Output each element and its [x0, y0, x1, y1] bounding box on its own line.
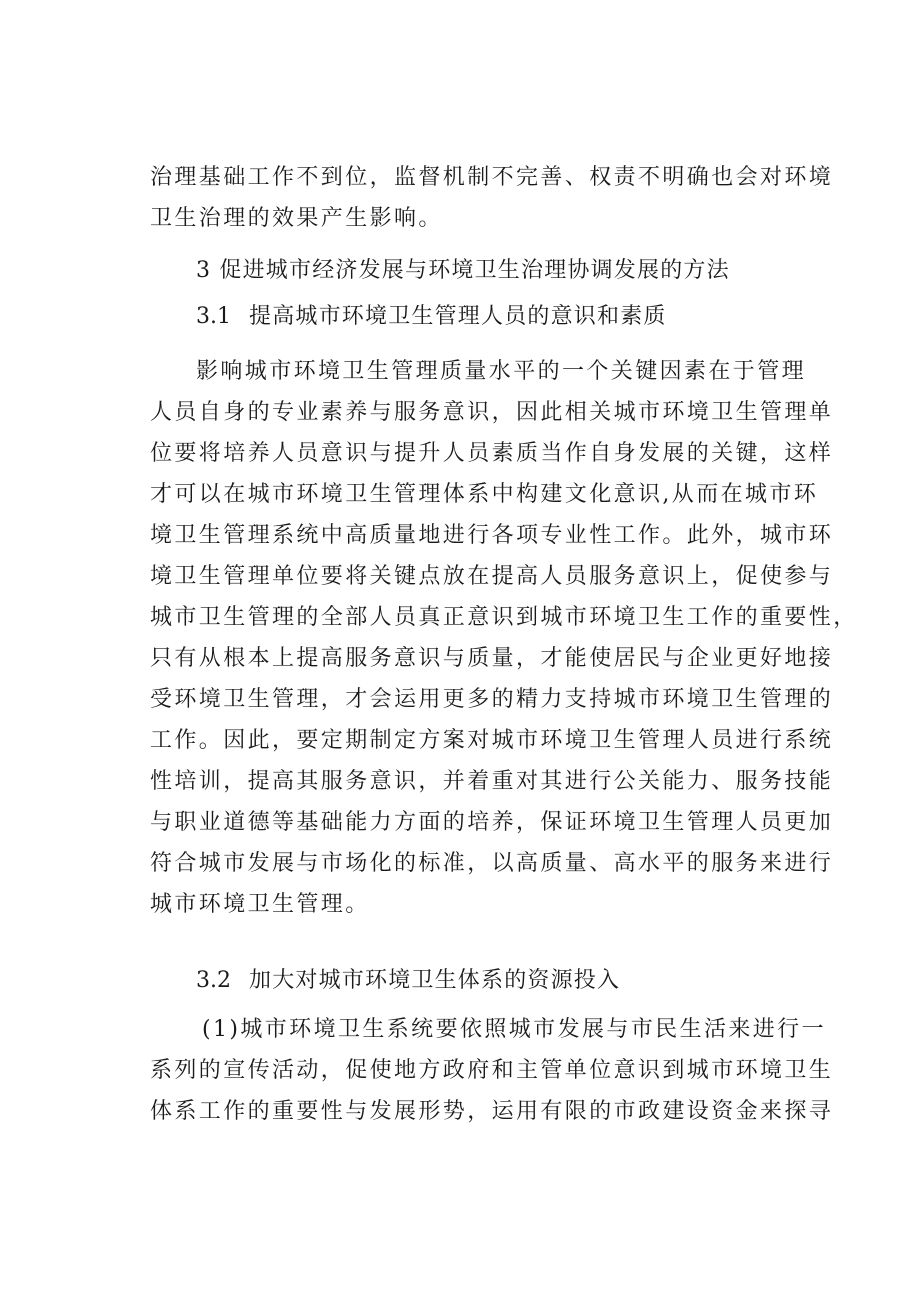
body-line: 治理基础工作不到位，监督机制不完善、权责不明确也会对环境: [150, 165, 834, 190]
subsection-number: 3.1: [196, 304, 231, 329]
body-line: 境卫生管理系统中高质量地进行各项专业性工作。此外，城市环: [150, 523, 834, 548]
body-line: 只有从根本上提高服务意识与质量，才能使居民与企业更好地接: [150, 646, 834, 671]
subsection-heading-3-2: [196, 966, 836, 996]
subsection-number: 3.2: [196, 968, 231, 993]
body-line: 影响城市环境卫生管理质量水平的一个关键因素在于管理: [196, 359, 807, 384]
body-line: 系列的宣传活动，促使地方政府和主管单位意识到城市环境卫生: [150, 1058, 834, 1083]
body-line: (1)城市环境卫生系统要依照城市发展与市民生活来进行一: [202, 1017, 826, 1042]
body-line: 人员自身的专业素养与服务意识，因此相关城市环境卫生管理单: [150, 400, 834, 425]
body-line: 受环境卫生管理，才会运用更多的精力支持城市环境卫生管理的: [150, 687, 834, 712]
subsection-title: 加大对城市环境卫生体系的资源投入: [249, 968, 621, 993]
body-line: 城市环境卫生管理。: [150, 892, 370, 917]
body-line: 体系工作的重要性与发展形势，运用有限的市政建设资金来探寻: [150, 1099, 834, 1124]
body-line: 城市卫生管理的全部人员真正意识到城市环境卫生工作的重要性，: [150, 605, 858, 630]
subsection-heading-3-1: [196, 302, 836, 332]
body-line: 位要将培养人员意识与提升人员素质当作自身发展的关键，这样: [150, 441, 834, 466]
section-heading-3: 3 促进城市经济发展与环境卫生治理协调发展的方法: [196, 258, 730, 283]
body-line: 性培训，提高其服务意识，并着重对其进行公关能力、服务技能: [150, 769, 834, 794]
body-line: 卫生治理的效果产生影响。: [150, 206, 443, 231]
body-line: 境卫生管理单位要将关键点放在提高人员服务意识上，促使参与: [150, 564, 834, 589]
body-line: 与职业道德等基础能力方面的培养，保证环境卫生管理人员更加: [150, 810, 834, 835]
body-line: 工作。因此，要定期制定方案对城市环境卫生管理人员进行系统: [150, 728, 834, 753]
body-line: 才可以在城市环境卫生管理体系中构建文化意识,从而在城市环: [150, 482, 819, 507]
body-line: 符合城市发展与市场化的标准，以高质量、高水平的服务来进行: [150, 851, 834, 876]
subsection-title: 提高城市环境卫生管理人员的意识和素质: [249, 304, 667, 329]
